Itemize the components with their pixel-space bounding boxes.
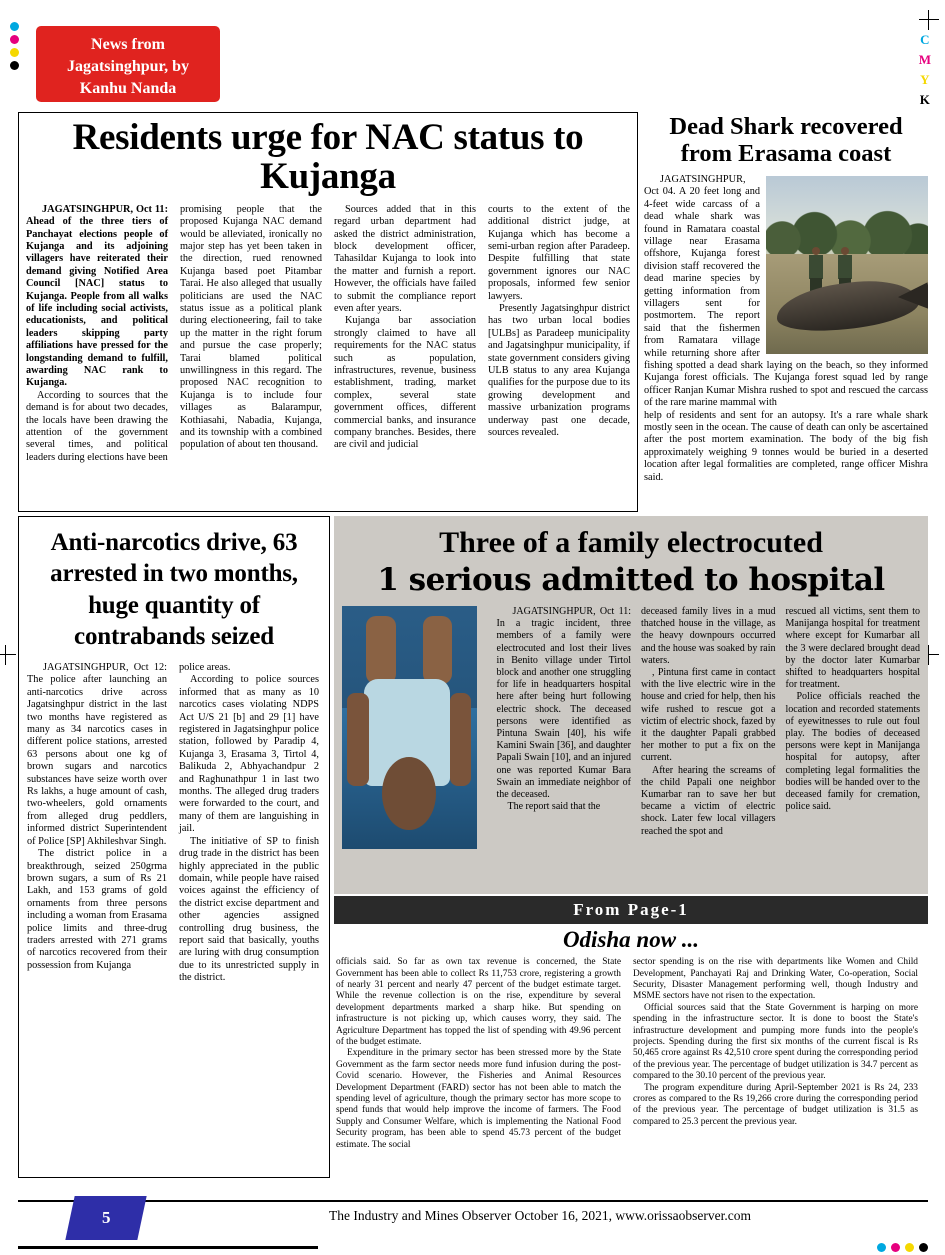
article-nac-col2-p1: promising people that the proposed Kujanga NAC demand would be alleviated, ironically no major step has yet been taken in the direction, rued renowned Kujanga based poet Pitambar Tarai. He also alleged that usually politicians are used the NAC status issue as a political plank during electioneering, fail to take up the matter in the right forum and pursue the case properly; Tarai blamed political unwillingness in this regard. The proposed NAC recognition to Kujanga is to include four villages as Balarampur, Kothiasahi, Nabadia, Kujanga, and its township with a combined population of about ten thousand. <box>180 203 322 451</box>
page-number-badge <box>65 1196 146 1240</box>
article-narcotics-col2-p1: police areas. <box>179 662 231 673</box>
news-from-badge <box>36 26 220 102</box>
article-electrocuted-column-1 <box>497 606 632 849</box>
article-narcotics-column-1 <box>27 662 167 985</box>
article-electrocuted-headline-secondary: 1 serious admitted to hospital <box>377 562 885 598</box>
article-electrocuted-col2-p1: deceased family lives in a mud thatched house in the village, as the heavy downpours occurred and the house was soaked by rain waters. <box>641 606 776 666</box>
page-number: 5 <box>101 1208 111 1227</box>
article-shark-headline <box>644 114 928 168</box>
child-arm-right <box>450 693 472 785</box>
article-shark-para-1: JAGATSINGHPUR, Oct 04. A 20 feet long and 4-feet wide carcass of a dead whale shark was found in Ramatara coastal village near Erasama offshore, Kujanga forest division staff recovered the dead marine species by getting information from villagers sent for postmortem. The report said that the fishermen from Ramatara village while returning shore after fishing spotted a dead shark laying on the beach, so they informed Kujanga forest officials. The Kujanga forest squad led by range officer Ranjan Kumar Mishra rushed to spot and rescued the carcass of the rare marine mammal with <box>644 173 928 409</box>
article-family-electrocuted <box>334 516 928 894</box>
child-arm-left <box>347 693 369 785</box>
article-nac-col3-p2: Kujanga bar association strongly claimed to have all requirements for the NAC status such as population, infrastructures, revenue, business establishment, trading, market complex, several state government offices, different commercial banks, and insurance company branches. Besides, there are civil and judicial <box>334 315 476 451</box>
article-electrocuted-column-3 <box>786 606 921 849</box>
article-odisha-now-column-2 <box>633 957 918 1151</box>
cmyk-letter-k: K <box>919 92 930 107</box>
article-shark-para-2: help of residents and sent for an autopsy. It's a rare whale shark mostly seen in the ocean. The cause of death can only be ascertained after the post mortem examination. The body of the big fish approximately weighing 9 tonnes would be buried in a deserted location after legal formalities are completed, range officer Mishra said. <box>644 409 928 483</box>
article-nac-column-3 <box>334 204 476 465</box>
article-anti-narcotics <box>18 516 330 1178</box>
article-electrocuted-col2-p2: , Pintuna first came in contact with the live electric wire in the house and cried for help, then his wife rushed to rescue got a victim of electric shock, fazed by it the daughter Papali grabbed her mother to put a fix on the current. <box>641 667 776 764</box>
news-from-line-2: Jagatsinghpur, by <box>66 58 190 75</box>
article-nac-column-4 <box>488 204 630 465</box>
article-nac-column-2 <box>180 204 322 465</box>
article-nac-column-1 <box>26 204 168 465</box>
article-dead-shark <box>644 112 928 512</box>
article-electrocuted-headline-primary: Three of a family electrocuted <box>439 526 823 559</box>
article-electrocuted-column-2 <box>641 606 776 849</box>
child-leg-left <box>366 616 396 684</box>
footer-color-strip <box>18 1243 928 1253</box>
article-nac-col4-p2: Presently Jagatsinghpur district has two urban local bodies [ULBs] as Paradeep municipality and Jagatsinghpur municipality, if state government considers giving ULB status to any area Kujanga qualifies for the purpose due to its growing development and massive urbanization programs underway past one decade, sources revealed. <box>488 302 630 438</box>
article-nac-col4-p1: courts to the extent of the additional district judge, at Kujanga which has become a semi-urban region after Paradeep. Despite fulfilling that state government ignores our NAC proposals, informed few senior lawyers. <box>488 203 630 302</box>
from-page-1-banner: From Page-1 <box>334 896 928 924</box>
child-leg-right <box>423 616 453 684</box>
article-odisha-now-col1-p2: Expenditure in the primary sector has been stressed more by the State Government as the farm sector needs more fund infusion during the post-Covid scenario. However, the Fisheries and Animal Resources Development Department (FARD) sector has not been able to match the spending level of agriculture, though the primary sector has more scope to spend funds that would help improve the income of farmers. The Food Supply and Consumer Welfare, which is implementing the National Food Security program, has been able to spend 45.73 percent of the budget estimate. The social <box>336 1048 621 1150</box>
article-odisha-now-col2-p1: sector spending is on the rise with departments like Women and Child Development, Panchayati Raj and Drinking Water, Co-operation, Social Security, Disaster Management performing well, though Industry and MSME sectors have not risen to the expectation. <box>633 957 918 1002</box>
article-nac-headline: Residents urge for NAC status to Kujanga <box>72 117 584 197</box>
cmyk-letter-y: Y <box>920 72 930 87</box>
cmyk-letter-m: M <box>918 52 931 67</box>
article-odisha-now <box>334 926 928 1178</box>
color-dots-left <box>10 22 21 74</box>
article-nac-col1-p2: According to sources that the demand is for about two decades, the locals have been drawing the attention of the government several times, and political leaders during elections have been <box>26 389 168 463</box>
article-narcotics-col2-p3: The initiative of SP to finish drug trade in the district has been highly appreciated in the public domain, while people have raised voices against the efficiency of the district excise department and other agencies assigned controlling drug business, the report said that basically, youths are luring with drug consumption due to its unrestricted supply in the district. <box>179 835 319 984</box>
article-narcotics-headline: Anti-narcotics drive, 63 arrested in two months, huge quantity of contrabands seized <box>50 529 298 650</box>
article-electrocuted-col3-p1: rescued all victims, sent them to Manijanga hospital for treatment where except for Kumarbar all the 3 were declared brought dead by the doctor later Kumarbar shifted to headquarters hospital for treatment. <box>785 606 920 691</box>
article-odisha-now-col1-p1: officials said. So far as own tax revenue is concerned, the State Government has been able to collect Rs 11,753 crore, registering a growth of nearly 31 percent and nearly 47 percent of the budget estimate target. While the revenue collection is on the rise, expenditure by several development departments marked a sharp hike. But spending on infrastructure is not picking up, which causes worry, they said. The Agriculture Department has topped the list of spending with 49.96 percent of the budget estimate. <box>336 957 621 1047</box>
article-narcotics-col1-p2: The district police in a breakthrough, seized 250grma brown sugars, a sum of Rs 21 Lakh, and 153 grams of gold ornaments from three persons including a woman from Erasama police limits and three-drug traders arrested with 271 grams of narcotics recovered from their possession from Kujanga <box>27 848 167 971</box>
article-nac-col3-p1: Sources added that in this regard urban department had asked the district administration, block development officer, Tahasildar Kujanga to look into the matter and furnish a report. However, the officials have failed to submit the compliance report even after years. <box>334 203 476 314</box>
article-nac-status <box>18 112 638 512</box>
registration-mark-left-middle <box>0 645 16 665</box>
article-nac-dateline-text: JAGATSINGHPUR, Oct 11: Ahead of the three tiers of Panchayat elections people of Kujanga and its adjoining villagers have reiterated their demand giving Notified Area Council [NAC] status to Kujanga. People from all walks of life including social activists, educationists, and political leaders skipping party affiliations have pressed for the longstanding demand to fulfill, awarding NAC rank to Kujanga. <box>26 203 168 389</box>
article-narcotics-col1-p1: JAGATSINGHPUR, Oct 12: The police after launching an anti-narcotics drive across Jagatsinghpur district in the last two months have registered as many as 34 narcotics cases in different police stations, arrested 63 persons about one kg of brown sugars and narcotics substances have seize worth over Rs lakhs, a huge amount of cash, two-wheelers, gold ornaments from alleged drug peddlers, informed district Superintendent of Police [SP] Akhileshvar Singh. <box>27 662 167 847</box>
footer-publication-line: The Industry and Mines Observer October 16, 2021, www.orissaobserver.com <box>328 1208 752 1223</box>
footer-color-dots <box>877 1243 928 1252</box>
cmyk-letter-c: C <box>920 32 930 47</box>
footer-divider <box>18 1200 928 1202</box>
article-odisha-now-column-1 <box>336 957 621 1151</box>
article-narcotics-col2-p2: According to police sources informed that as many as 10 narcotics cases violating NDPS Act U/S 21 [b] and 29 [1] have registered in Jagatsinghpur police station, followed by Paradip 4, Kujanga 3, Erasama 3, Tirtol 4, Balikuda 2, Abhyachandpur 2 and Raghunathpur 1 in last two months. The alleged drug traders were forwarded to the court, and many of them are languishing in jail. <box>179 674 319 835</box>
article-shark-headline-line-1: Dead Shark recovered <box>669 113 903 140</box>
article-shark-headline-line-2: from Erasama coast <box>680 139 892 167</box>
article-electrocuted-col1-p1: JAGATSINGHPUR, Oct 11: In a tragic incident, three members of a family were electrocuted and lost their lives in Benito village under Tirtol block and another one struggling for life in headquarters hospital here after being hurt following electric shock. The deceased persons were identified as Pintuna Swain [40], his wife Kamini Swain [36], and daughter Papali Swain [10], and an injured one was reported Kumar Bara Swain an immediate neighbor of the deceased. <box>496 606 631 801</box>
article-odisha-now-col2-p3: The program expenditure during April-September 2021 is Rs 24, 233 crores as compared to the Rs 19,266 crore during the corresponding period of the previous year. The percentage of budget utilization is 31.5 as compared to 25.3 percent the previous year. <box>633 1082 918 1127</box>
news-from-line-1: News from <box>91 36 165 53</box>
article-odisha-now-headline: Odisha now ... <box>562 927 700 952</box>
child-head <box>382 757 436 830</box>
article-narcotics-column-2 <box>179 662 319 985</box>
news-from-line-3: Kanhu Nanda <box>79 80 177 97</box>
cmyk-color-bar <box>919 30 931 110</box>
shark-photo <box>766 176 928 354</box>
article-odisha-now-col2-p2: Official sources said that the State Government is harping on more spending in the infrastructure sector. It is done to boost the State's infrastructure development and pumping more funds into the people's projects. Spending during the first six months of the current fiscal is Rs 50,465 crore against Rs 42,510 crore spent during the corresponding period of the previous year. The percentage of budget utilization is 34.7 percent as compared to the 30.10 percent of the previous year. <box>633 1002 918 1082</box>
registration-mark-top-right <box>919 10 939 30</box>
hospital-child-photo <box>342 606 477 849</box>
article-electrocuted-col2-p3: After hearing the screams of the child Papali one neighbor Kumarbar ran to save her but became a victim of electric shock. Later few local villagers reached the spot and <box>641 764 776 837</box>
article-electrocuted-col3-p2: Police officials reached the location and recorded statements of eyewitnesses to rule out foul play. The bodies of deceased persons were kept in Manijanga hospital for autopsy, after completing legal formalities the bodies will be handed over to the deceased family for cremation, police said. <box>785 691 920 813</box>
article-electrocuted-col1-p2: The report said that the <box>507 801 601 813</box>
